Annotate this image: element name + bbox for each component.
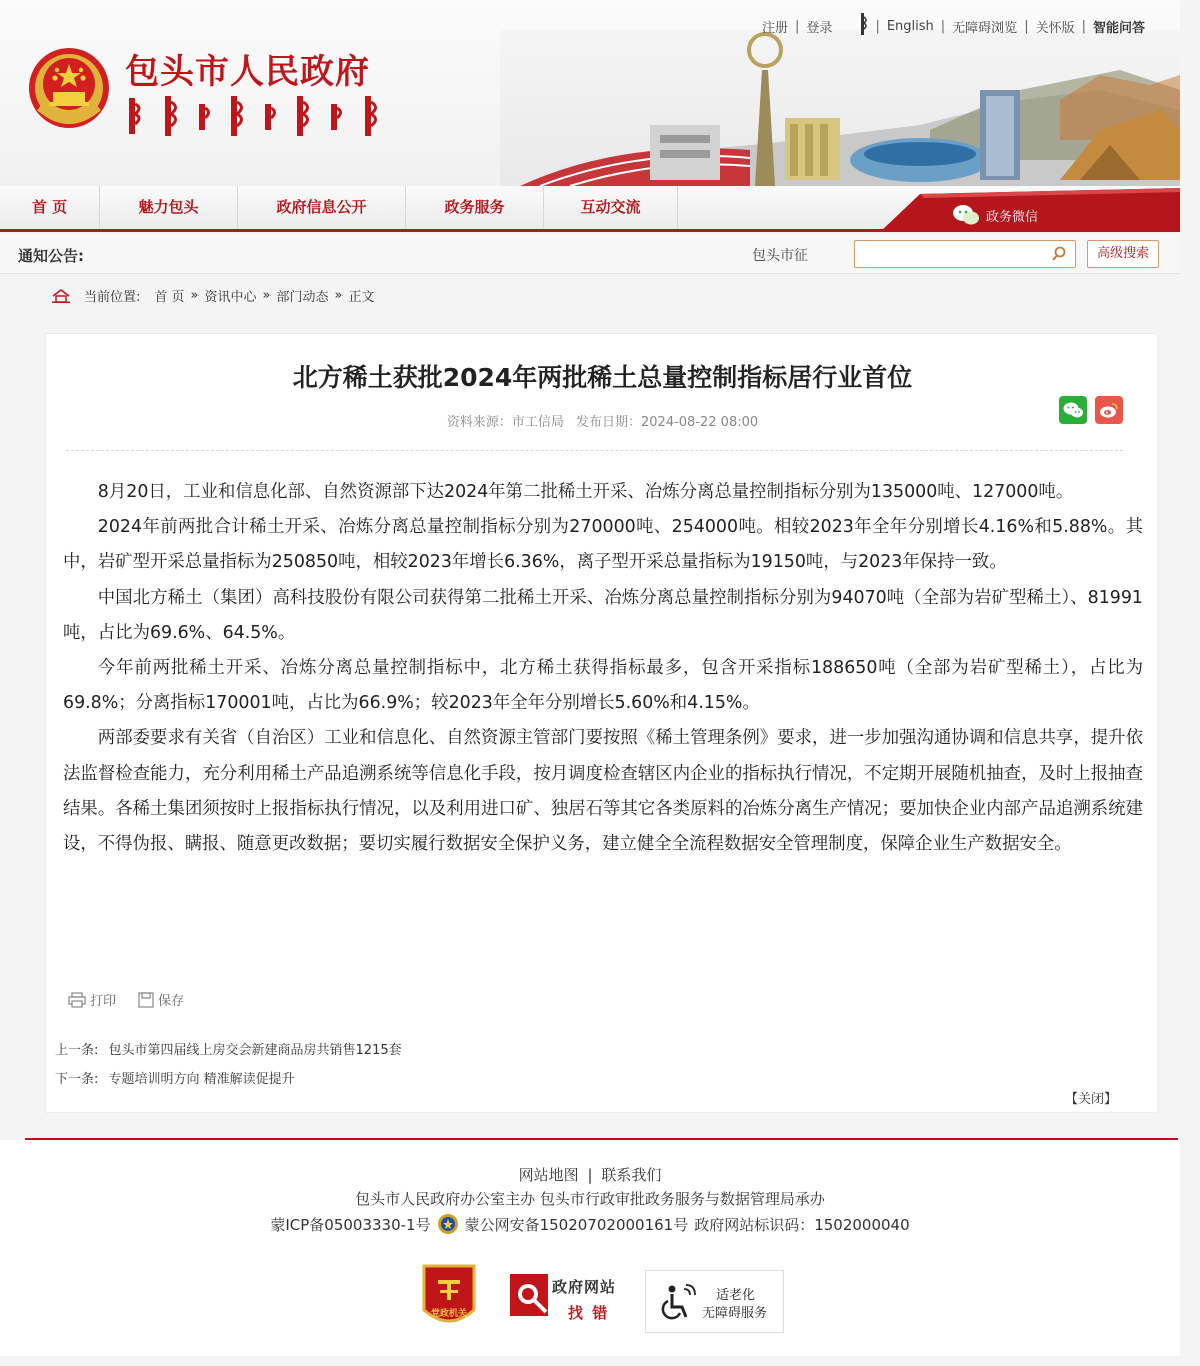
footer-records (0, 1213, 1180, 1235)
old-badge-line2: 无障碍服务 (702, 1306, 768, 1321)
mongolian-title-image (125, 94, 390, 138)
breadcrumb-news-center[interactable]: 资讯中心 (204, 290, 257, 305)
footer-host: 包头市人民政府办公室主办 包头市行政审批政务服务与数据管理局承办 (355, 1190, 825, 1208)
sitemap-link[interactable]: 网站地图 (518, 1166, 579, 1184)
register-link[interactable]: 注册 (762, 20, 789, 36)
article-title: 北方稀土获批2024年两批稀土总量控制指标居行业首位 (292, 363, 913, 392)
footer-links (0, 1164, 1180, 1185)
search-box (854, 240, 1076, 268)
icp-link[interactable]: 蒙ICP备05003330-1号 (270, 1215, 431, 1234)
nav-item-charm-baotou[interactable]: 魅力包头 (100, 186, 238, 229)
next-article-link[interactable]: 专题培训明方向 精准解读促提升 (108, 1072, 295, 1087)
next-label: 下一条: (55, 1072, 99, 1087)
article-paragraph: 两部委要求有关省（自治区）工业和信息化、自然资源主管部门要按照《稀土管理条例》要求，进一步加强沟通协调和信息共享，提升依法监督检查能力，充分利用稀土产品追溯系统等信息化手段，按月调度检查辖区内企业的指标执行情况，不定期开展随机抽查，及时上报抽查结果。各稀土集团须按时上报指标执行情况，以及利用进口矿、独居石等其它各类原料的冶炼分离生产情况；要加快企业内部产品追溯系统建设，不得伪报、瞒报、随意更改数据；要切实履行数据安全保护义务，建立健全全流程数据安全管理制度，保障企业生产数据安全。 (63, 728, 1143, 855)
nav-item-gov-service[interactable]: 政务服务 (406, 186, 544, 229)
save-label: 保存 (158, 994, 185, 1009)
home-icon (52, 289, 70, 303)
article-container (45, 333, 1158, 1113)
accessible-browse-link[interactable]: 无障碍浏览 (952, 20, 1018, 36)
article-paragraph: 中国北方稀土（集团）高科技股份有限公司获得第二批稀土开采、冶炼分离总量控制指标分别为94070吨（全部为岩矿型稀土）、81991吨，占比为69.6%、64.5%。 (63, 587, 1143, 643)
breadcrumb (52, 286, 374, 305)
advanced-search-button[interactable]: 高级搜索 (1087, 240, 1159, 268)
article-meta (46, 411, 1159, 430)
next-article-row (55, 1065, 402, 1094)
magnifier-icon (508, 1268, 552, 1326)
breadcrumb-separator: » (262, 288, 271, 303)
notice-scroll-text[interactable]: 包头市征 (752, 248, 808, 264)
police-record-link[interactable]: 蒙公网安备15020702000161号 (464, 1215, 689, 1234)
separator: | (940, 18, 946, 34)
weibo-icon (1099, 402, 1119, 418)
prev-label: 上一条: (55, 1043, 99, 1058)
mongolian-version-link[interactable] (858, 12, 868, 40)
breadcrumb-prefix: 当前位置: (84, 290, 141, 305)
save-button[interactable] (138, 990, 184, 1009)
police-badge-icon (437, 1213, 459, 1235)
nav-item-home[interactable]: 首 页 (0, 186, 100, 229)
wheelchair-icon (658, 1283, 698, 1323)
separator: | (1024, 18, 1029, 34)
smart-qa-link[interactable]: 智能问答 (1092, 20, 1145, 36)
party-gov-badge[interactable] (418, 1260, 480, 1332)
wechat-icon (1063, 402, 1083, 418)
breadcrumb-home[interactable]: 首 页 (154, 290, 185, 305)
print-button[interactable] (68, 990, 116, 1009)
article-paragraph: 今年前两批稀土开采、冶炼分离总量控制指标中，北方稀土获得指标最多，包含开采指标188650吨（全部为岩矿型稀土），占比为69.8%；分离指标170001吨，占比为66.9%；较2023年全年分别增长5.60%和4.15%。 (63, 658, 1143, 714)
right-margin-strip (1180, 0, 1200, 1366)
gov-wechat-link[interactable] (952, 204, 1038, 226)
notice-label: 通知公告: (18, 247, 84, 265)
share-buttons (1059, 396, 1123, 424)
prev-article-link[interactable]: 包头市第四届线上房交会新建商品房共销售1215套 (108, 1043, 402, 1058)
breadcrumb-current: 正文 (348, 290, 375, 305)
gov-wechat-label: 政务微信 (986, 209, 1039, 225)
printer-icon (68, 992, 86, 1008)
breadcrumb-separator: » (334, 288, 343, 303)
nav-item-gov-info[interactable]: 政府信息公开 (238, 186, 406, 229)
nav-item-interaction[interactable]: 互动交流 (544, 186, 678, 229)
article-tools (68, 990, 184, 1009)
login-link[interactable]: 登录 (806, 20, 833, 36)
prev-article-row (55, 1036, 402, 1065)
care-version-link[interactable]: 关怀版 (1035, 20, 1075, 36)
wechat-icon (952, 204, 980, 226)
search-input[interactable] (855, 241, 1045, 267)
national-emblem-icon (27, 44, 111, 132)
party-gov-icon (418, 1260, 480, 1332)
breadcrumb-dept-news[interactable]: 部门动态 (276, 290, 329, 305)
search-icon[interactable] (1051, 246, 1067, 262)
site-code: 政府网站标识码：1502000040 (694, 1215, 910, 1234)
article-date: 发布日期：2024-08-22 08:00 (576, 415, 759, 430)
contact-link[interactable]: 联系我们 (601, 1166, 662, 1184)
prev-next-links (55, 1036, 402, 1094)
article-body (63, 475, 1143, 862)
share-wechat-button[interactable] (1059, 396, 1087, 424)
separator: | (875, 18, 880, 34)
separator: | (1081, 18, 1086, 34)
article-paragraph: 2024年前两批合计稀土开采、冶炼分离总量控制指标分别为270000吨、254000吨。相较2023年全年分别增长4.16%和5.88%。其中，岩矿型开采总量指标为250850吨，相较2023年增长6.36%，离子型开采总量指标为19150吨，与2023年保持一致。 (63, 517, 1143, 573)
party-gov-text: 党政机关 (430, 1309, 468, 1319)
site-title: 包头市人民政府 (125, 52, 370, 92)
top-links (762, 12, 1145, 40)
close-button[interactable]: 【关闭】 (1064, 1092, 1117, 1107)
save-icon (138, 992, 154, 1008)
mongolian-script-icon (858, 12, 868, 36)
english-link[interactable]: English (886, 18, 934, 34)
elderly-accessible-badge[interactable] (645, 1270, 784, 1333)
site-header (0, 0, 1180, 186)
gov-site-error-badge[interactable] (508, 1268, 632, 1326)
error-badge-line1: 政府网站 (552, 1278, 617, 1296)
title-divider (66, 450, 1123, 451)
breadcrumb-separator: » (190, 288, 199, 303)
share-weibo-button[interactable] (1095, 396, 1123, 424)
old-badge-line1: 适老化 (716, 1288, 756, 1303)
article-source: 资料来源：市工信局 (446, 415, 564, 430)
error-badge-line2: 找 错 (568, 1304, 610, 1322)
city-banner-image (500, 30, 1180, 186)
site-footer (0, 1140, 1180, 1356)
separator: | (795, 18, 800, 34)
separator: | (587, 1166, 593, 1184)
print-label: 打印 (90, 994, 117, 1009)
article-paragraph: 8月20日，工业和信息化部、自然资源部下达2024年第二批稀土开采、冶炼分离总量控制指标分别为135000吨、127000吨。 (97, 482, 1074, 502)
